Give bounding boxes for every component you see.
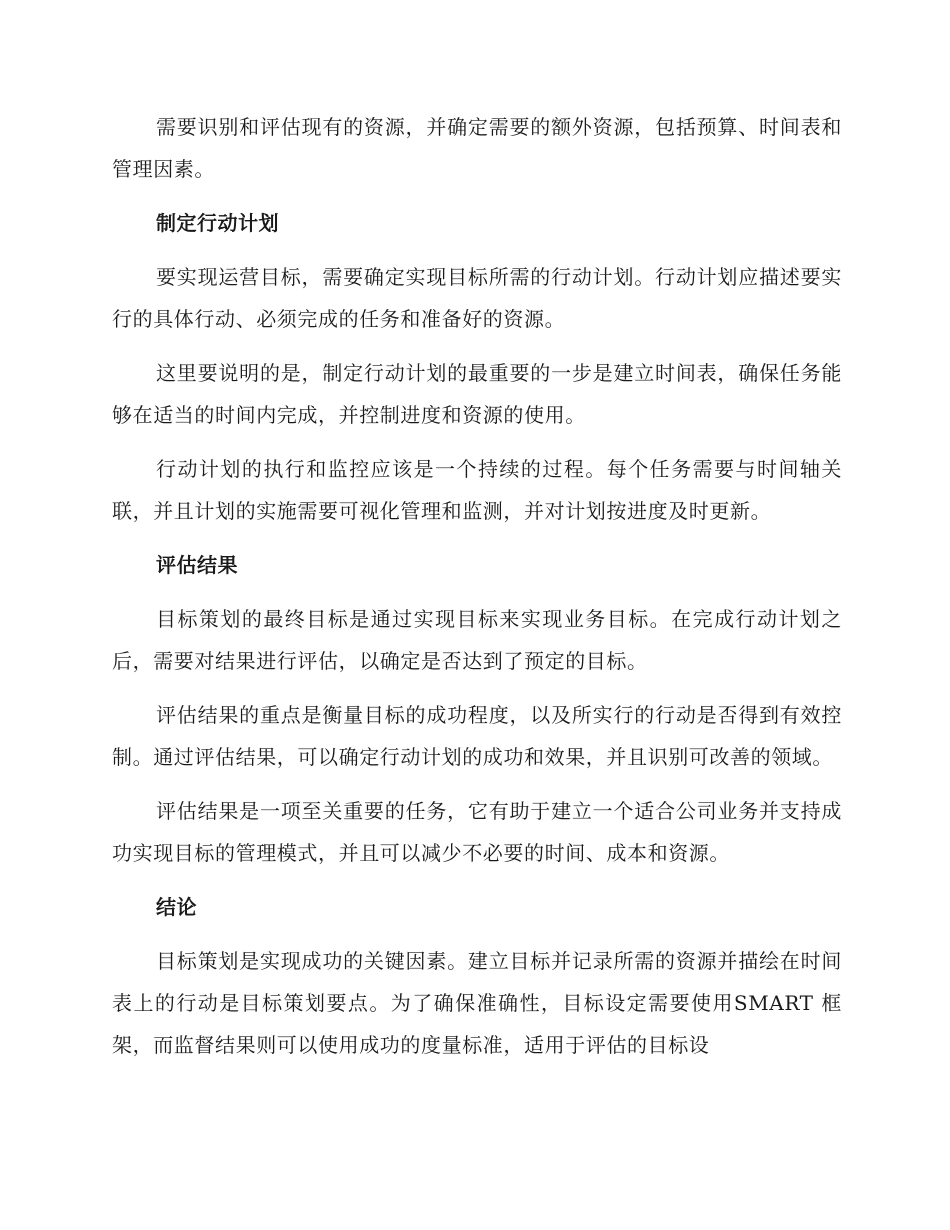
- heading-action-plan: 制定行动计划: [156, 211, 279, 235]
- paragraph-action-plan-timeline: 这里要说明的是，制定行动计划的最重要的一步是建立时间表，确保任务能够在适当的时间内完成，并控制进度和资源的使用。: [112, 361, 842, 427]
- paragraph-conclusion: 目标策划是实现成功的关键因素。建立目标并记录所需的资源并描绘在时间表上的行动是目标策划要点。为了确保准确性，目标设定需要使用SMART 框架，而监督结果则可以使用成功的度量标准，适用于评估的目标设: [112, 949, 842, 1057]
- paragraph-action-plan-monitoring: 行动计划的执行和监控应该是一个持续的过程。每个任务需要与时间轴关联，并且计划的实施需要可视化管理和监测，并对计划按进度及时更新。: [112, 457, 842, 523]
- heading-evaluate-results: 评估结果: [156, 553, 238, 577]
- paragraph-evaluate-intro: 目标策划的最终目标是通过实现目标来实现业务目标。在完成行动计划之后，需要对结果进行评估，以确定是否达到了预定的目标。: [112, 607, 842, 673]
- document-body: [112, 106, 842, 1078]
- paragraph-evaluate-importance: 评估结果是一项至关重要的任务，它有助于建立一个适合公司业务并支持成功实现目标的管理模式，并且可以减少不必要的时间、成本和资源。: [112, 799, 842, 865]
- paragraph-action-plan-intro: 要实现运营目标，需要确定实现目标所需的行动计划。行动计划应描述要实行的具体行动、必须完成的任务和准备好的资源。: [112, 265, 842, 331]
- paragraph-evaluate-focus: 评估结果的重点是衡量目标的成功程度，以及所实行的行动是否得到有效控制。通过评估结果，可以确定行动计划的成功和效果，并且识别可改善的领域。: [112, 703, 842, 769]
- heading-conclusion: 结论: [156, 895, 197, 919]
- paragraph-resources: 需要识别和评估现有的资源，并确定需要的额外资源，包括预算、时间表和管理因素。: [112, 115, 842, 181]
